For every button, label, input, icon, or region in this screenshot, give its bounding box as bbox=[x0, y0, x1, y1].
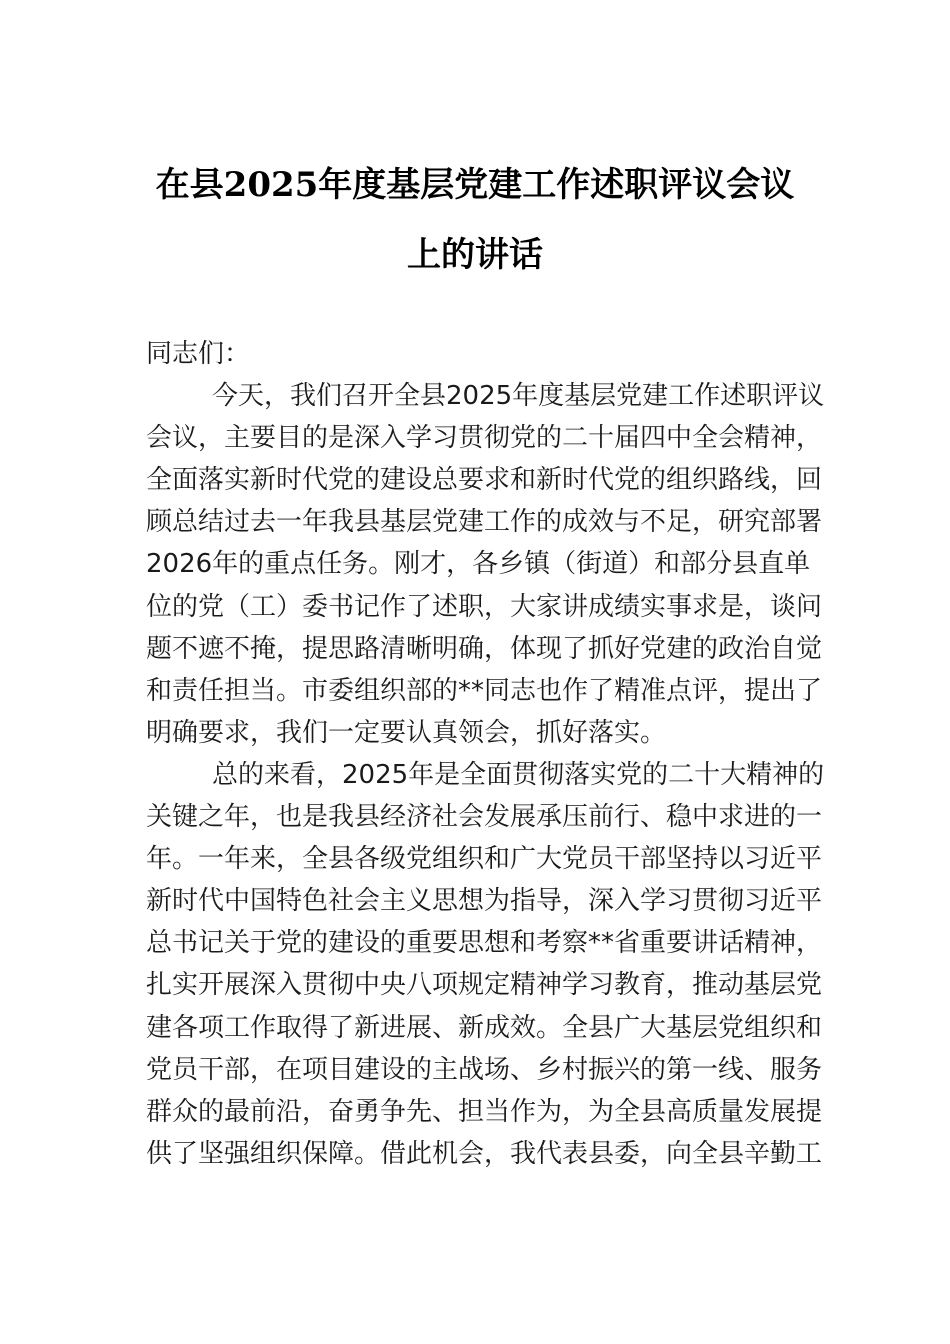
document-title-line-2: 上的讲话 bbox=[407, 235, 543, 275]
paragraph-2 bbox=[146, 754, 825, 1175]
paragraph-line: 2026年的重点任务。刚才，各乡镇（街道）和部分县直单 bbox=[146, 549, 811, 580]
paragraph-line: 供了坚强组织保障。借此机会，我代表县委，向全县辛勤工 bbox=[146, 1138, 823, 1169]
paragraph-line: 群众的最前沿，奋勇争先、担当作为，为全县高质量发展提 bbox=[146, 1096, 823, 1127]
paragraph-line: 关键之年，也是我县经济社会发展承压前行、稳中求进的一 bbox=[146, 802, 823, 833]
paragraph-line: 题不遮不掩，提思路清晰明确，体现了抓好党建的政治自觉 bbox=[146, 633, 823, 664]
paragraph-1 bbox=[146, 375, 825, 754]
paragraph-line: 和责任担当。市委组织部的**同志也作了精准点评，提出了 bbox=[146, 675, 823, 706]
paragraph-line: 全面落实新时代党的建设总要求和新时代党的组织路线，回 bbox=[146, 465, 823, 496]
paragraph-line: 党员干部，在项目建设的主战场、乡村振兴的第一线、服务 bbox=[146, 1054, 823, 1085]
paragraph-line: 会议，主要目的是深入学习贯彻党的二十届四中全会精神， bbox=[146, 423, 823, 454]
paragraph-line: 明确要求，我们一定要认真领会，抓好落实。 bbox=[146, 717, 667, 748]
paragraph-line: 今天，我们召开全县2025年度基层党建工作述职评议 bbox=[212, 381, 825, 412]
paragraph-line: 新时代中国特色社会主义思想为指导，深入学习贯彻习近平 bbox=[146, 886, 823, 917]
document-body bbox=[146, 333, 825, 1175]
paragraph-line: 总的来看，2025年是全面贯彻落实党的二十大精神的 bbox=[212, 759, 825, 790]
paragraph-line: 扎实开展深入贯彻中央八项规定精神学习教育，推动基层党 bbox=[146, 970, 823, 1001]
paragraph-line: 顾总结过去一年我县基层党建工作的成效与不足，研究部署 bbox=[146, 507, 823, 538]
paragraph-line: 年。一年来，全县各级党组织和广大党员干部坚持以习近平 bbox=[146, 844, 823, 875]
document-title-line-1: 在县2025年度基层党建工作述职评议会议 bbox=[155, 165, 795, 205]
paragraph-line: 位的党（工）委书记作了述职，大家讲成绩实事求是，谈问 bbox=[146, 591, 823, 622]
paragraph-line: 总书记关于党的建设的重要思想和考察**省重要讲话精神， bbox=[146, 928, 823, 959]
salutation: 同志们： bbox=[146, 339, 251, 369]
paragraph-line: 建各项工作取得了新进展、新成效。全县广大基层党组织和 bbox=[146, 1012, 823, 1043]
